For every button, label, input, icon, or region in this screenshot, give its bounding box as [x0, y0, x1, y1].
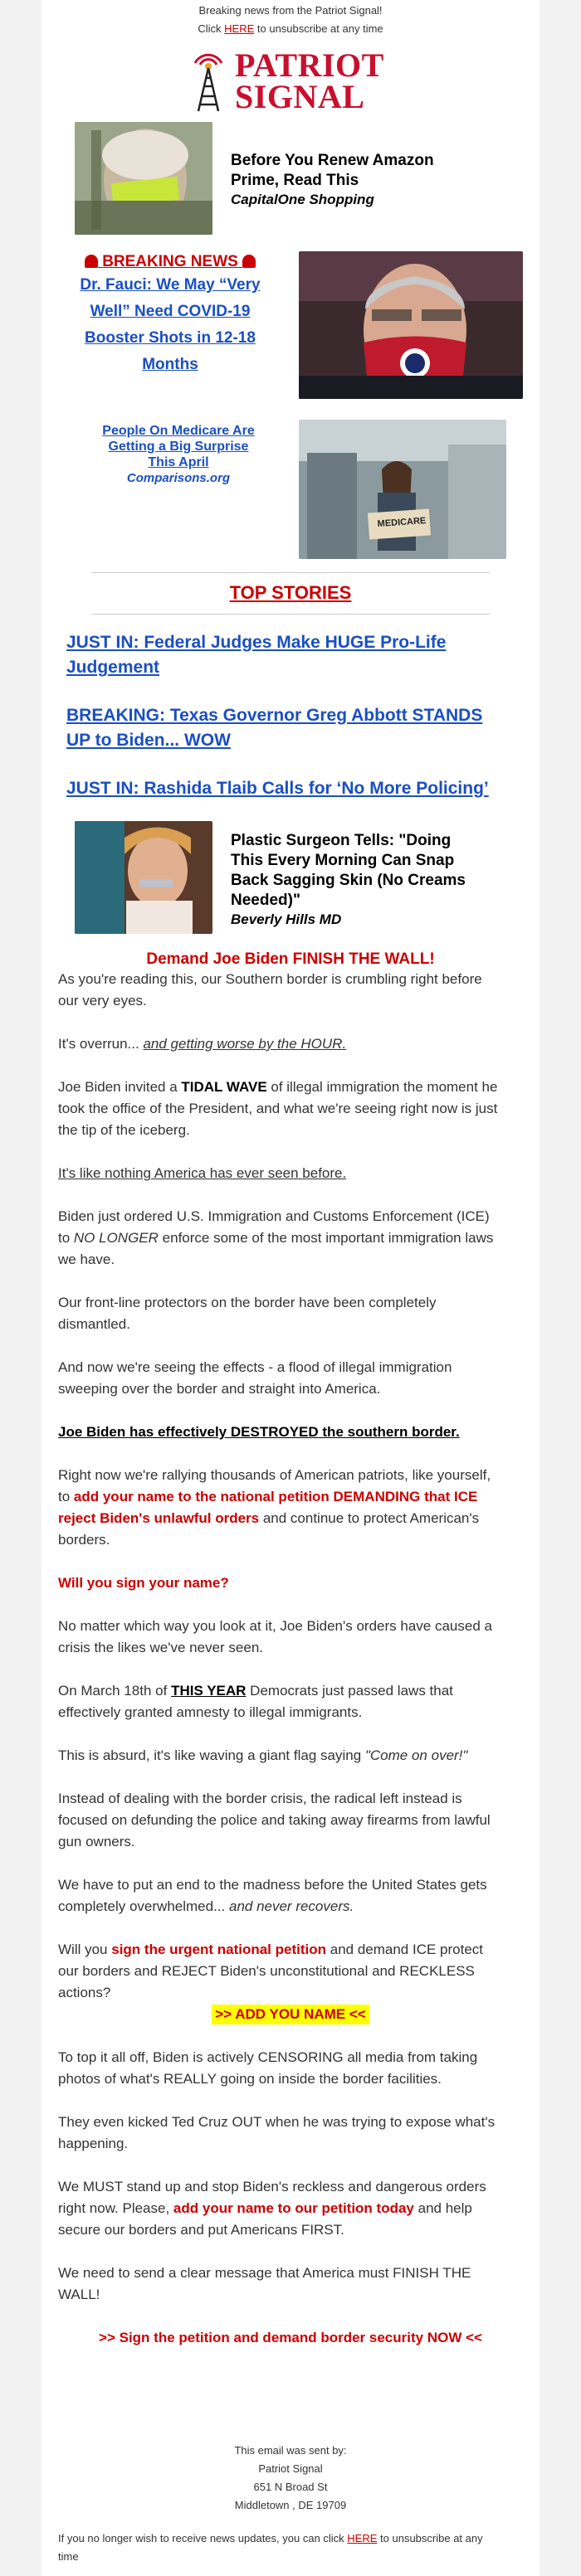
text-span: right now. Please, — [58, 2200, 173, 2216]
ad-title-line: Back Sagging Skin (No Creams — [231, 872, 466, 889]
text-span: Joe Biden has effectively — [58, 1424, 231, 1440]
ad-title-line1: Before You Renew Amazon — [231, 152, 434, 169]
ad-title-line: This April — [148, 455, 209, 469]
text-line: time — [58, 2550, 79, 2563]
petition-link[interactable]: reject Biden's unlawful orders — [58, 1510, 260, 1526]
text-line: dismantled. — [58, 1316, 130, 1332]
email-container — [42, 0, 540, 2576]
paragraph — [58, 1465, 523, 1551]
story-line: JUST IN: Rashida Tlaib Calls for ‘No More Policing’ — [66, 779, 489, 798]
text-span: THIS YEAR — [171, 1683, 247, 1699]
ad-plastic-surgeon[interactable] — [231, 831, 521, 929]
ad-capitalone[interactable] — [231, 151, 521, 209]
paragraph — [58, 1206, 523, 1271]
story-line: BREAKING: Texas Governor Greg Abbott STANDS — [66, 706, 483, 725]
siren-icon — [85, 255, 98, 268]
preheader-rest-text: to unsubscribe at any time — [256, 22, 383, 35]
text-line: our very eyes. — [58, 993, 147, 1009]
text-span: Democrats just passed laws that — [246, 1683, 453, 1699]
footer-line: 651 N Broad St — [253, 2481, 328, 2493]
text-line: Right now we're rallying thousands of American patriots, like yourself, — [58, 1467, 491, 1483]
paragraph — [58, 969, 523, 1012]
footer-unsubscribe — [58, 2530, 523, 2566]
text-line: took the office of the President, and what we're seeing right now is just — [58, 1101, 498, 1116]
text-line: happening. — [58, 2136, 129, 2151]
text-span: enforce some of the most important immigration laws — [158, 1230, 494, 1246]
breaking-news-label — [58, 252, 282, 272]
ad-image-money[interactable] — [75, 122, 212, 235]
paragraph — [58, 2176, 523, 2241]
story-link[interactable] — [66, 703, 531, 753]
ad-sponsor: Comparisons.org — [126, 471, 231, 485]
siren-icon — [242, 255, 256, 268]
spacer — [58, 1917, 523, 1939]
text-span: and help — [413, 2200, 472, 2216]
text-span: to — [58, 1489, 74, 1504]
text-span: to — [58, 1230, 74, 1246]
paragraph — [58, 1163, 523, 1184]
paragraph — [58, 1357, 523, 1400]
spacer — [58, 1335, 523, 1357]
paragraph — [58, 2112, 523, 2155]
top-stories-text: TOP STORIES — [229, 582, 352, 603]
text-span: TIDAL WAVE — [181, 1079, 267, 1095]
ad-title-line: Getting a Big Surprise — [108, 440, 249, 454]
footer-address — [42, 2442, 540, 2515]
text-line: actions? — [58, 1985, 111, 2000]
ad-title-line: This Every Morning Can Snap — [231, 852, 455, 869]
medicare-image[interactable] — [299, 420, 506, 559]
text-span: of illegal immigration the moment he — [266, 1079, 498, 1095]
footer-here-link[interactable]: HERE — [347, 2532, 378, 2544]
spacer — [58, 1400, 523, 1422]
text-span: It's like nothing America has ever seen before. — [58, 1165, 347, 1181]
spacer — [58, 1141, 523, 1163]
paragraph — [58, 1680, 523, 1723]
text-line: They even kicked Ted Cruz OUT when he was trying to expose what's — [58, 2114, 496, 2130]
petition-link[interactable]: sign the urgent national petition — [111, 1942, 327, 1957]
ad-title-line: Needed)" — [231, 892, 300, 909]
ad-title-line: People On Medicare Are — [102, 424, 255, 438]
text-line: we have. — [58, 1252, 115, 1267]
story-line: JUST IN: Federal Judges Make HUGE Pro-Life — [66, 633, 447, 652]
preheader-line: Breaking news from the Patriot Signal! — [198, 4, 383, 17]
text-span: and demand ICE protect — [326, 1942, 484, 1957]
spacer — [58, 2241, 523, 2263]
breaking-line: Well” Need COVID-19 — [90, 303, 251, 320]
spacer — [58, 1184, 523, 1206]
radio-tower-icon — [187, 48, 230, 113]
preheader-unsubscribe — [42, 20, 540, 38]
brand-line1: PATRIOT — [235, 46, 384, 84]
text-line: crisis the likes we've never seen. — [58, 1640, 264, 1655]
spacer — [58, 1767, 523, 1788]
paragraph — [58, 1874, 523, 1917]
text-line: borders. — [58, 1532, 110, 1548]
text-span: It's overrun... — [58, 1036, 144, 1052]
brand-wordmark — [235, 46, 384, 115]
text-line: sweeping over the border and straight into America. — [58, 1381, 381, 1397]
text-line: gun owners. — [58, 1834, 135, 1849]
breaking-news-block[interactable] — [58, 252, 282, 378]
footer-line: Patriot Signal — [258, 2462, 323, 2475]
petition-link[interactable]: add your name to our petition today — [173, 2200, 414, 2216]
text-span: Will you — [58, 1942, 112, 1957]
patriot-signal-logo[interactable] — [187, 48, 394, 116]
text-span: This is absurd, it's like waving a giant flag saying — [58, 1747, 365, 1763]
add-name-button[interactable]: >> ADD YOU NAME << — [212, 2005, 369, 2024]
spacer — [58, 2025, 523, 2047]
spacer — [58, 1723, 523, 1745]
text-span: the southern border. — [318, 1424, 460, 1440]
petition-link[interactable]: add your name to the national petition DEMANDING that ICE — [73, 1489, 478, 1504]
sign-petition-link[interactable]: >> Sign the petition and demand border security NOW << — [99, 2330, 482, 2345]
text-span: and getting worse by the HOUR. — [143, 1036, 347, 1052]
breaking-line: Months — [142, 356, 198, 373]
text-line: And now we're seeing the effects - a flood of illegal immigration — [58, 1359, 452, 1375]
text-span: and continue to protect American's — [259, 1510, 480, 1526]
preheader-click-text: Click — [198, 22, 222, 35]
text-span: Joe Biden invited a — [58, 1079, 182, 1095]
text-line: We need to send a clear message that America must FINISH THE — [58, 2265, 471, 2281]
text-line: focused on defunding the police and taking away firearms from lawful — [58, 1812, 491, 1828]
text-span: and never recovers. — [228, 1898, 354, 1914]
text-line: As you're reading this, our Southern border is crumbling right before — [58, 971, 482, 987]
paragraph — [58, 1939, 523, 2004]
breaking-news-text: BREAKING NEWS — [102, 253, 238, 270]
paragraph — [58, 1422, 523, 1443]
ad-sponsor: CapitalOne Shopping — [231, 192, 374, 207]
text-line: Our front-line protectors on the border have been completely — [58, 1295, 437, 1310]
top-stories-heading — [42, 582, 540, 604]
divider — [91, 614, 490, 615]
spacer — [58, 1551, 523, 1572]
cta-add-name-row — [58, 2004, 523, 2025]
footer-line: This email was sent by: — [234, 2444, 347, 2457]
sign-name-link[interactable]: Will you sign your name? — [58, 1575, 229, 1591]
text-line: To top it all off, Biden is actively CENSORING all media from taking — [58, 2049, 478, 2065]
text-line: We have to put an end to the madness before the United States gets — [58, 1877, 487, 1893]
text-span: If you no longer wish to receive news updates, you can click — [58, 2532, 348, 2544]
text-span: On March 18th of — [58, 1683, 172, 1699]
preheader — [42, 2, 540, 38]
spacer — [58, 1055, 523, 1077]
ad-title-line2: Prime, Read This — [231, 172, 359, 189]
text-line: our borders and REJECT Biden's unconstitutional and RECKLESS — [58, 1963, 475, 1979]
text-span: DESTROYED — [230, 1424, 319, 1440]
text-line: WALL! — [58, 2287, 100, 2302]
medicare-sign-text: MEDICARE — [377, 515, 427, 530]
article-headline — [42, 950, 540, 969]
fauci-image[interactable] — [299, 251, 523, 399]
divider — [91, 572, 490, 573]
text-span: completely overwhelmed... — [58, 1898, 229, 1914]
preheader-here-link[interactable]: HERE — [224, 22, 255, 35]
story-link[interactable] — [66, 776, 531, 801]
text-line: photos of what's REALLY going on inside the border facilities. — [58, 2071, 442, 2087]
ad-sponsor: Beverly Hills MD — [231, 911, 342, 927]
story-line: Judgement — [66, 658, 160, 677]
breaking-line: Dr. Fauci: We May “Very — [80, 276, 261, 294]
text-line: Instead of dealing with the border crisis, the radical left instead is — [58, 1791, 462, 1806]
story-link[interactable] — [66, 630, 531, 680]
text-span: NO LONGER — [73, 1230, 159, 1246]
footer-line: Middletown , DE 19709 — [234, 2499, 347, 2511]
spacer — [58, 1271, 523, 1292]
spacer — [58, 1853, 523, 1874]
paragraph — [58, 1788, 523, 1853]
text-line: secure our borders and put Americans FIRST. — [58, 2222, 344, 2238]
text-line: No matter which way you look at it, Joe Biden's orders have caused a — [58, 1618, 492, 1634]
paragraph — [58, 1033, 523, 1055]
ad-image-surgeon[interactable] — [75, 821, 212, 934]
brand-line2: SIGNAL — [235, 78, 365, 115]
spacer — [58, 1594, 523, 1616]
paragraph — [58, 1292, 523, 1335]
text-span: "Come on over!" — [364, 1747, 468, 1763]
spacer — [58, 1012, 523, 1033]
spacer — [58, 1659, 523, 1680]
spacer — [58, 1443, 523, 1465]
story-line: UP to Biden... WOW — [66, 731, 231, 750]
spacer — [58, 2155, 523, 2176]
text-span: to unsubscribe at any — [377, 2532, 483, 2544]
ad-medicare[interactable] — [75, 423, 282, 487]
article-body — [58, 969, 523, 2349]
spacer — [58, 2306, 523, 2327]
paragraph — [58, 1077, 523, 1141]
paragraph — [58, 1745, 523, 1767]
text-line: effectively granted amnesty to illegal immigrants. — [58, 1704, 363, 1720]
breaking-news-link[interactable] — [58, 272, 282, 378]
breaking-line: Booster Shots in 12-18 — [85, 329, 256, 347]
text-line: We MUST stand up and stop Biden's reckless and dangerous orders — [58, 2179, 486, 2194]
paragraph — [58, 1616, 523, 1659]
text-line: the tip of the iceberg. — [58, 1122, 190, 1138]
headline-text: Demand Joe Biden FINISH THE WALL! — [146, 950, 435, 968]
text-line: Biden just ordered U.S. Immigration and Customs Enforcement (ICE) — [58, 1208, 490, 1224]
spacer — [58, 2090, 523, 2112]
paragraph — [58, 2047, 523, 2090]
paragraph — [58, 2263, 523, 2306]
ad-title-line: Plastic Surgeon Tells: "Doing — [231, 832, 452, 849]
